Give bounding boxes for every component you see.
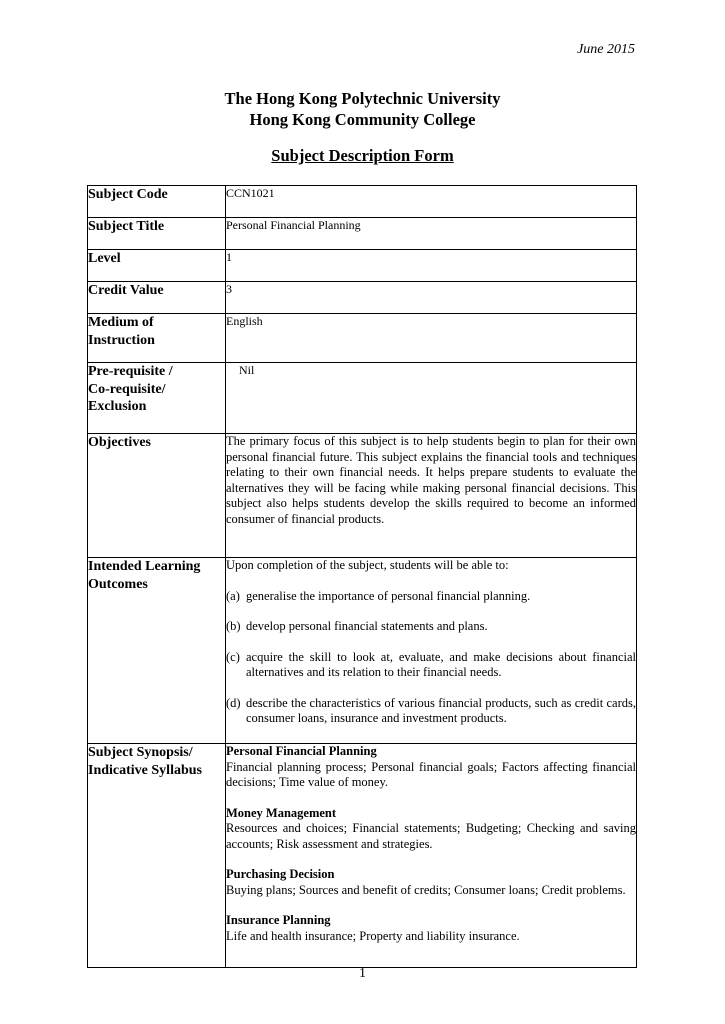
label-credit-value: Credit Value xyxy=(88,282,226,314)
label-level: Level xyxy=(88,250,226,282)
label-syllabus-line2: Indicative Syllabus xyxy=(88,762,202,778)
subject-description-table xyxy=(87,185,637,968)
ilo-mark-d: (d) xyxy=(226,695,241,710)
ilo-mark-a: (a) xyxy=(226,588,240,603)
objectives-text: The primary focus of this subject is to help students begin to plan for their own personal financial future. This subject explains the financial tools and techniques relating to their own financial needs. It helps prepare students to evaluate the alternatives they will be facing while making personal financial decisions. This subject also helps students develop the skills required to become an informed consumer of financial products. xyxy=(226,434,636,526)
syllabus-body-2: Resources and choices; Financial statements; Budgeting; Checking and saving accounts; Risk assessment and strategies. xyxy=(226,821,636,851)
label-subject-title: Subject Title xyxy=(88,218,226,250)
row-prereq xyxy=(88,363,637,434)
ilo-text-b: develop personal financial statements and plans. xyxy=(246,619,488,633)
row-medium xyxy=(88,314,637,363)
value-subject-title: Personal Financial Planning xyxy=(226,218,637,250)
ilo-mark-c: (c) xyxy=(226,649,240,664)
ilo-item-d xyxy=(226,696,636,727)
row-objectives xyxy=(88,434,637,558)
university-name: The Hong Kong Polytechnic University xyxy=(224,89,501,108)
form-title: Subject Description Form xyxy=(271,146,454,165)
ilo-mark-b: (b) xyxy=(226,619,241,633)
ilo-item-c xyxy=(226,650,636,681)
ilo-text-a: generalise the importance of personal financial planning. xyxy=(246,588,531,603)
value-subject-code: CCN1021 xyxy=(226,186,637,218)
label-syllabus-line1: Subject Synopsis/ xyxy=(88,745,193,760)
row-ilo xyxy=(88,558,637,744)
value-objectives xyxy=(226,434,637,558)
syllabus-heading-2: Money Management xyxy=(226,805,337,820)
ilo-item-b xyxy=(226,619,636,635)
ilo-item-a xyxy=(226,589,636,605)
row-subject-title xyxy=(88,218,637,250)
document-header xyxy=(0,88,725,130)
label-prereq xyxy=(88,363,226,434)
syllabus-body-1: Financial planning process; Personal financial goals; Factors affecting financial decisions; Time value of money. xyxy=(226,759,636,789)
row-credit-value xyxy=(88,282,637,314)
ilo-text-c: acquire the skill to look at, evaluate, and make decisions about financial alternatives and its relation to their financial needs. xyxy=(246,649,636,679)
syllabus-body-4: Life and health insurance; Property and liability insurance. xyxy=(226,928,520,943)
document-date: June 2015 xyxy=(577,42,635,57)
label-prereq-line1: Pre-requisite / xyxy=(88,364,173,379)
row-subject-code xyxy=(88,186,637,218)
value-medium: English xyxy=(226,314,637,363)
value-ilo xyxy=(226,558,637,744)
label-medium-line2: Instruction xyxy=(88,332,155,348)
label-ilo xyxy=(88,558,226,744)
syllabus-heading-3: Purchasing Decision xyxy=(226,867,335,881)
value-credit-value: 3 xyxy=(226,282,637,314)
label-objectives: Objectives xyxy=(88,434,226,558)
ilo-intro: Upon completion of the subject, students will be able to: xyxy=(226,558,509,572)
syllabus-body-3: Buying plans; Sources and benefit of credits; Consumer loans; Credit problems. xyxy=(226,882,626,897)
syllabus-heading-4: Insurance Planning xyxy=(226,913,331,927)
value-syllabus xyxy=(226,744,637,968)
syllabus-heading-1: Personal Financial Planning xyxy=(226,744,377,758)
page-number: 1 xyxy=(359,966,366,981)
value-level: 1 xyxy=(226,250,637,282)
label-medium-line1: Medium of xyxy=(88,315,154,330)
label-ilo-line1: Intended Learning xyxy=(88,559,201,574)
value-prereq: Nil xyxy=(226,363,637,434)
row-syllabus xyxy=(88,744,637,968)
ilo-text-d: describe the characteristics of various financial products, such as credit cards, consumer loans, insurance and investment products. xyxy=(246,695,636,725)
label-ilo-line2: Outcomes xyxy=(88,576,148,592)
label-medium xyxy=(88,314,226,363)
label-subject-code: Subject Code xyxy=(88,186,226,218)
label-prereq-line2: Co-requisite/ xyxy=(88,381,166,397)
row-level xyxy=(88,250,637,282)
label-prereq-line3: Exclusion xyxy=(88,399,147,414)
college-name: Hong Kong Community College xyxy=(249,110,476,129)
label-syllabus xyxy=(88,744,226,968)
